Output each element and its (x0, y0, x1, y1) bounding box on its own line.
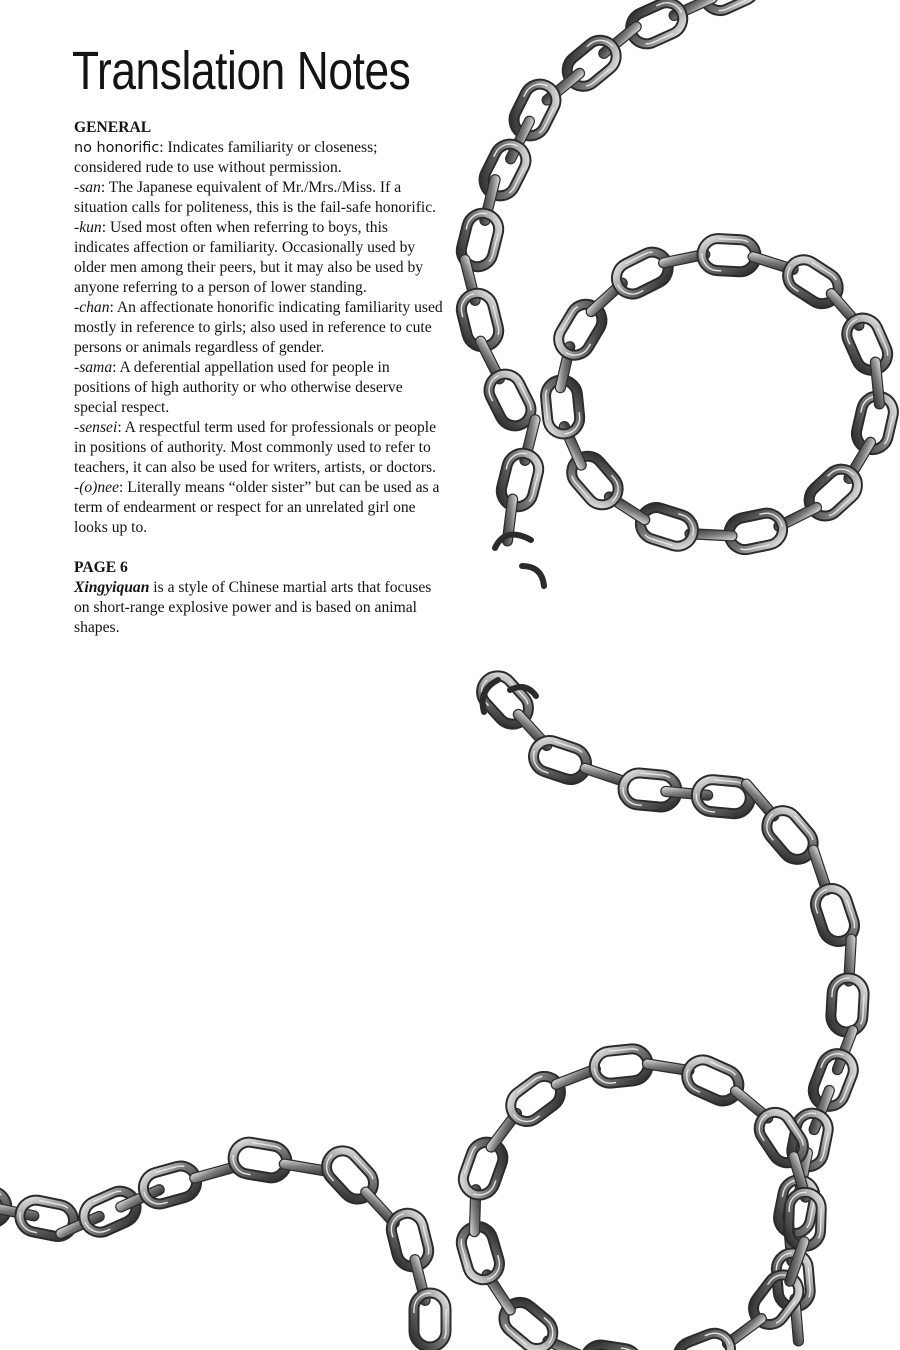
chain-link (140, 1162, 201, 1207)
note-term: -chan (74, 299, 110, 316)
chain-link (583, 1343, 641, 1350)
note-entry-onee (74, 478, 446, 538)
note-term: -(o)nee (74, 479, 120, 496)
note-entry-kun (74, 218, 446, 298)
chain-link (484, 369, 537, 432)
chain-link (809, 1049, 858, 1111)
note-definition: : Literally means “older sister” but can be used as a term of endearment or respect for an unrelated girl one looks up to. (74, 479, 440, 536)
note-entry-chan (74, 298, 446, 358)
section-heading-general: GENERAL (74, 119, 152, 136)
note-entry-sama (74, 358, 446, 418)
chain-link (509, 79, 562, 142)
chain-link (593, 1047, 650, 1084)
notes-body (74, 118, 446, 638)
chain-link (682, 1055, 744, 1106)
note-term: -sama (74, 359, 113, 376)
note-entry-sensei (74, 418, 446, 478)
section-page-6 (74, 558, 446, 638)
note-definition: : An affectionate honorific indicating familiarity used mostly in reference to girls; also used in reference to cute persons or animals regardless of gender. (74, 299, 443, 356)
section-general (74, 118, 446, 538)
note-entry-san (74, 178, 446, 218)
note-term: no honorific (74, 140, 160, 156)
note-definition: : Indicates familiarity or closeness; considered rude to use without permission. (74, 139, 378, 176)
note-term: Xingyiquan (74, 579, 150, 596)
note-term: -kun (74, 219, 102, 236)
note-definition: is a style of Chinese martial arts that focuses on short-range explosive power and is based on animal shapes. (74, 579, 432, 636)
section-heading-page-6: PAGE 6 (74, 559, 128, 576)
note-entry-no-honorific (74, 138, 446, 178)
chain-link (529, 736, 590, 783)
note-definition: : The Japanese equivalent of Mr./Mrs./Miss. If a situation calls for politeness, this is the fail-safe honorific. (74, 179, 437, 216)
chain-link (611, 247, 674, 300)
chain-link (636, 504, 697, 551)
page-title: Translation Notes (72, 41, 411, 101)
chain-link (459, 1138, 507, 1200)
note-term: -san (74, 179, 101, 196)
note-definition: : A respectful term used for professionals or people in positions of authority. Most commonly used to refer to teachers, it can also be used for writers, artists, or doctors. (74, 419, 437, 476)
note-definition: : A deferential appellation used for people in positions of high authority or who otherwise deserve special respect. (74, 359, 403, 416)
chain-link (498, 450, 542, 510)
chain-link (79, 1186, 141, 1237)
note-definition: : Used most often when referring to boys, this indicates affection or familiarity. Occasionally used by older men among their peers, but it may also be used by anyone referring to a person of lower standing. (74, 219, 424, 296)
chain-link (458, 1223, 504, 1284)
chain-link (660, 786, 713, 801)
note-entry-xingyiquan (74, 578, 446, 638)
note-term: -sensei (74, 419, 118, 436)
chain-link (673, 1329, 735, 1350)
chain-link (842, 313, 893, 375)
broken-link-fragment (483, 535, 544, 712)
